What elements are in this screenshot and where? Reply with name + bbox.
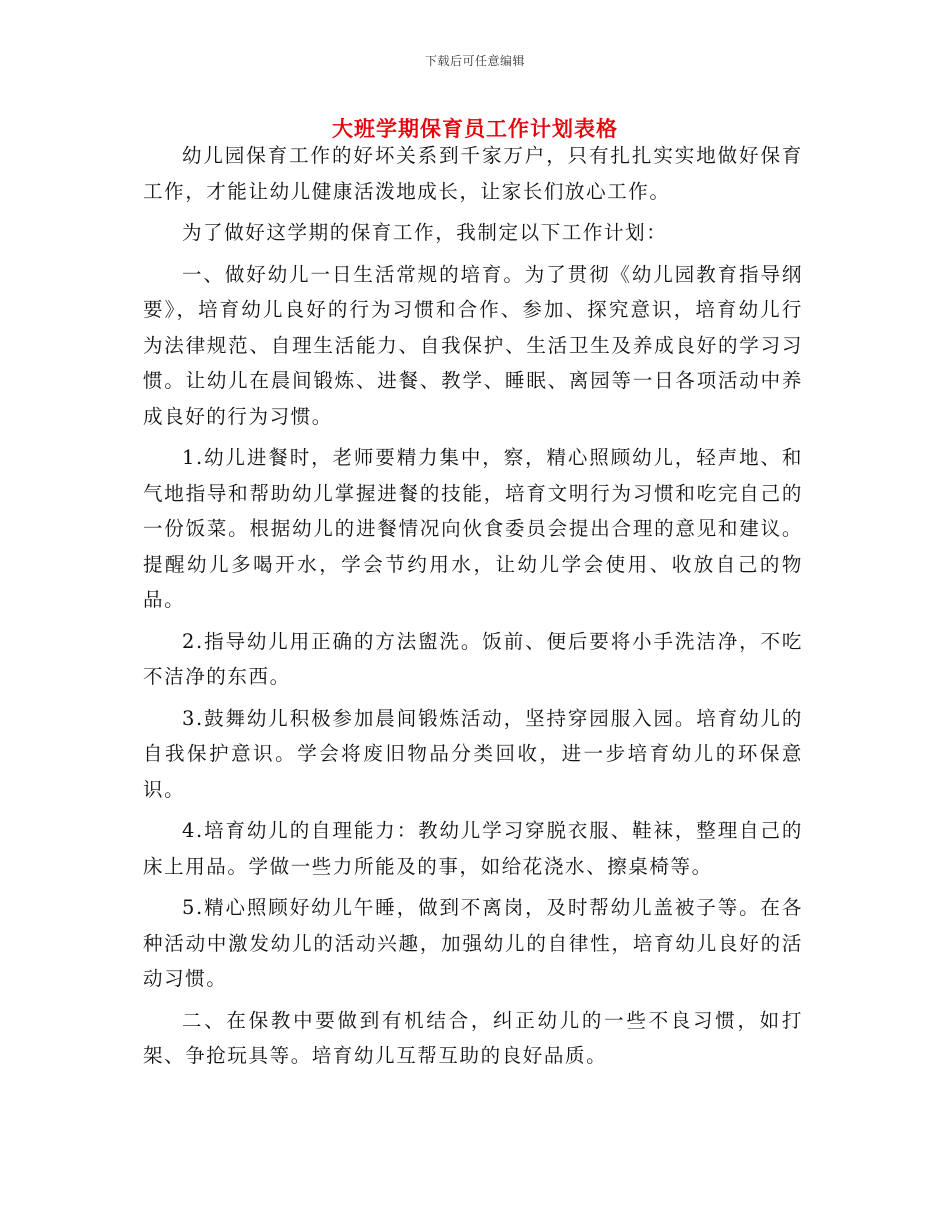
paragraph-item-3: 3.鼓舞幼儿积极参加晨间锻炼活动，坚持穿园服入园。培育幼儿的自我保护意识。学会将废旧物品分类回收，进一步培育幼儿的环保意识。 [143,706,803,801]
paragraph-item-2: 2.指导幼儿用正确的方法盥洗。饭前、便后要将小手洗洁净，不吃不洁净的东西。 [143,629,803,688]
paragraph-item-1: 1.幼儿进餐时，老师要精力集中，察，精心照顾幼儿，轻声地、和气地指导和帮助幼儿掌握进餐的技能，培育文明行为习惯和吃完自己的一份饭菜。根据幼儿的进餐情况向伙食委员会提出合理的意见和建议。提醒幼儿多喝开水，学会节约用水，让幼儿学会使用、收放自己的物品。 [143,446,803,611]
document-body [143,138,803,1080]
paragraph-section-two: 二、在保教中要做到有机结合，纠正幼儿的一些不良习惯，如打架、争抢玩具等。培育幼儿互帮互助的良好品质。 [143,1008,803,1067]
paragraph-intro: 幼儿园保育工作的好坏关系到千家万户，只有扎扎实实地做好保育工作，才能让幼儿健康活泼地成长，让家长们放心工作。 [143,144,803,203]
paragraph-section-one: 一、做好幼儿一日生活常规的培育。为了贯彻《幼儿园教育指导纲要》，培育幼儿良好的行为习惯和合作、参加、探究意识，培育幼儿行为法律规范、自理生活能力、自我保护、生活卫生及养成良好的学习习惯。让幼儿在晨间锻炼、进餐、教学、睡眠、离园等一日各项活动中养成良好的行为习惯。 [143,262,803,428]
paragraph-item-5: 5.精心照顾好幼儿午睡，做到不离岗，及时帮幼儿盖被子等。在各种活动中激发幼儿的活动兴趣，加强幼儿的自律性，培育幼儿良好的活动习惯。 [143,896,803,990]
paragraph-item-4: 4.培育幼儿的自理能力：教幼儿学习穿脱衣服、鞋袜，整理自己的床上用品。学做一些力所能及的事，如给花浇水、擦桌椅等。 [143,819,803,878]
header-note: 下载后可任意编辑 [424,54,525,68]
document-title: 大班学期保育员工作计划表格 [332,117,618,141]
paragraph-plan-lead: 为了做好这学期的保育工作，我制定以下工作计划： [182,221,668,244]
